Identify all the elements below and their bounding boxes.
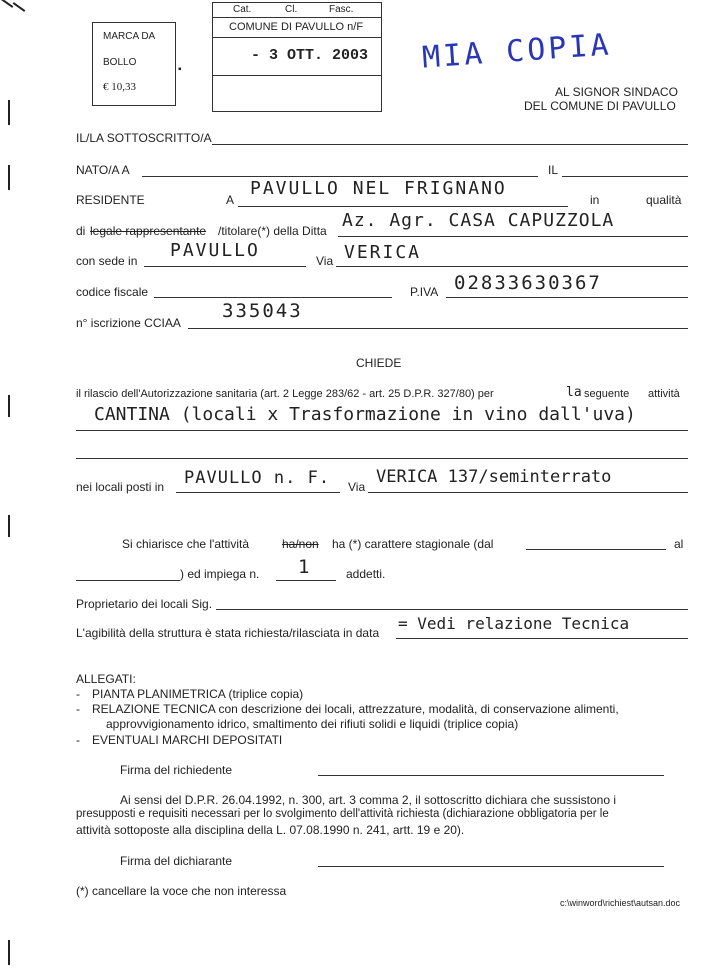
allegati-title: ALLEGATI: [76, 672, 136, 686]
footnote: (*) cancellare la voce che non interessa [76, 884, 287, 898]
allegati-item: RELAZIONE TECNICA con descrizione dei locali, attrezzature, modalità, di conservazione alimenti, [92, 702, 619, 716]
marca-bollo-box [92, 22, 176, 106]
activity-line-2 [76, 458, 688, 459]
protocol-cat: Cat. [233, 4, 252, 15]
piva-value: 02833630367 [454, 272, 602, 294]
locali-via-label: Via [348, 480, 366, 494]
sede-via-line [336, 266, 688, 267]
scan-mark [1, 0, 14, 8]
sede-label: con sede in [76, 254, 138, 268]
bollo-line2: BOLLO [103, 57, 137, 68]
ditta-line [338, 236, 688, 237]
cf-label: codice fiscale [76, 285, 149, 299]
bollo-amount: € 10,33 [103, 81, 136, 93]
agibilita-value: = Vedi relazione Tecnica [398, 614, 630, 633]
allegati-bullet: - [76, 733, 80, 747]
scan-mark [8, 165, 10, 190]
scan-mark [13, 2, 26, 12]
piva-label: P.IVA [410, 285, 439, 299]
seasonal-al-line [76, 580, 180, 581]
declaration-line3: attività sottoposte alla disciplina della L. 07.08.1990 n. 241, artt. 19 e 20). [76, 823, 465, 837]
sede-via-label: Via [316, 254, 334, 268]
corner-dot: ▪ [178, 64, 182, 75]
sottoscritto-line [212, 144, 688, 145]
nato-label: NATO/A A [76, 163, 130, 177]
residente-line [238, 206, 568, 207]
sede-via-value: VERICA [344, 242, 422, 263]
addetti-value: 1 [298, 556, 312, 578]
chiede-heading: CHIEDE [356, 356, 402, 370]
agibilita-line [396, 638, 688, 639]
legale-label: legale rappresentante [90, 224, 207, 238]
nato-line [142, 176, 538, 177]
locali-via-value: VERICA 137/seminterrato [376, 467, 612, 487]
activity-line [76, 430, 688, 431]
allegati-bullet: - [76, 702, 80, 716]
addressee-line1: AL SIGNOR SINDACO [555, 85, 678, 99]
sottoscritto-label: IL/LA SOTTOSCRITTO/A [76, 131, 212, 145]
bollo-line1: MARCA DA [103, 31, 156, 42]
scan-mark [8, 940, 10, 965]
seasonal-non: ha/non [282, 537, 319, 551]
locali-via-line [368, 492, 688, 493]
addetti-line [276, 580, 336, 581]
request-attivita: attività [648, 388, 680, 400]
di-label: di [76, 224, 86, 238]
protocol-date: - 3 OTT. 2003 [251, 47, 369, 64]
addressee-line2: DEL COMUNE DI PAVULLO [524, 99, 676, 113]
allegati-bullet: - [76, 687, 80, 701]
sede-line [144, 266, 306, 267]
request-la: la [566, 385, 582, 400]
activity-value: CANTINA (locali x Trasformazione in vino dall'uva) [94, 404, 636, 425]
ditta-value: Az. Agr. CASA CAPUZZOLA [342, 210, 615, 231]
scan-mark [8, 515, 10, 537]
locali-label: nei locali posti in [76, 480, 165, 494]
request-text: il rilascio dell'Autorizzazione sanitaria (art. 2 Legge 283/62 - art. 25 D.P.R. 327/80) per [76, 388, 494, 400]
declaration-line1: Ai sensi del D.P.R. 26.04.1992, n. 300, art. 3 comma 2, il sottoscritto dichiara che sussistono i [120, 793, 617, 807]
handwritten-mia-copia: MIA COPIA [421, 27, 613, 76]
proprietario-line [216, 609, 688, 610]
seasonal-text2: ha (*) carattere stagionale (dal [332, 537, 494, 551]
proprietario-label: Proprietario dei locali Sig. [76, 597, 213, 611]
seasonal-impiega: ) ed impiega n. [180, 567, 260, 581]
firma-dichiarante-label: Firma del dichiarante [120, 854, 233, 868]
piva-line [446, 297, 688, 298]
scan-mark [8, 395, 10, 417]
firma-richiedente-label: Firma del richiedente [120, 763, 233, 777]
cciaa-value: 335043 [222, 300, 303, 322]
file-path: c:\winword\richiest\autsan.doc [560, 898, 681, 908]
seasonal-al: al [674, 537, 684, 551]
allegati-item: PIANTA PLANIMETRICA (triplice copia) [92, 687, 304, 701]
protocol-comune: COMUNE DI PAVULLO n/F [229, 21, 364, 33]
addetti-label: addetti. [346, 567, 386, 581]
scan-mark [8, 100, 10, 125]
declaration-line2: presupposti e requisiti necessari per lo svolgimento dell'attività richiesta (dichiarazione obbligatoria per le [76, 808, 609, 820]
firma-richiedente-line [318, 775, 664, 776]
cciaa-label: n° iscrizione CCIAA [76, 316, 181, 330]
allegati-item: EVENTUALI MARCHI DEPOSITATI [92, 733, 283, 747]
seasonal-text1: Si chiarisce che l'attività [122, 537, 250, 551]
residente-a-label: A [226, 193, 235, 207]
seasonal-dal-line [526, 549, 666, 550]
firma-dichiarante-line [318, 866, 664, 867]
protocol-stamp [212, 2, 382, 112]
il-line [562, 176, 688, 177]
sede-value: PAVULLO [170, 240, 260, 261]
request-seguente: seguente [584, 388, 630, 400]
residente-label: RESIDENTE [76, 193, 145, 207]
agibilita-label: L'agibilità della struttura è stata richiesta/rilasciata in data [76, 626, 380, 640]
allegati-item: approvvigionamento idrico, smaltimento dei rifiuti solidi e liquidi (triplice copia) [106, 717, 519, 731]
protocol-cl: Cl. [285, 4, 298, 15]
qualita-label: qualità [646, 193, 682, 207]
locali-line [176, 492, 340, 493]
residente-in-label: in [590, 193, 600, 207]
locali-value: PAVULLO n. F. [184, 468, 331, 488]
residente-value: PAVULLO NEL FRIGNANO [250, 178, 507, 199]
protocol-fasc: Fasc. [329, 4, 354, 15]
titolare-label: /titolare(*) della Ditta [218, 224, 327, 238]
il-label: IL [548, 163, 559, 177]
cciaa-line [188, 328, 688, 329]
cf-line [154, 297, 392, 298]
